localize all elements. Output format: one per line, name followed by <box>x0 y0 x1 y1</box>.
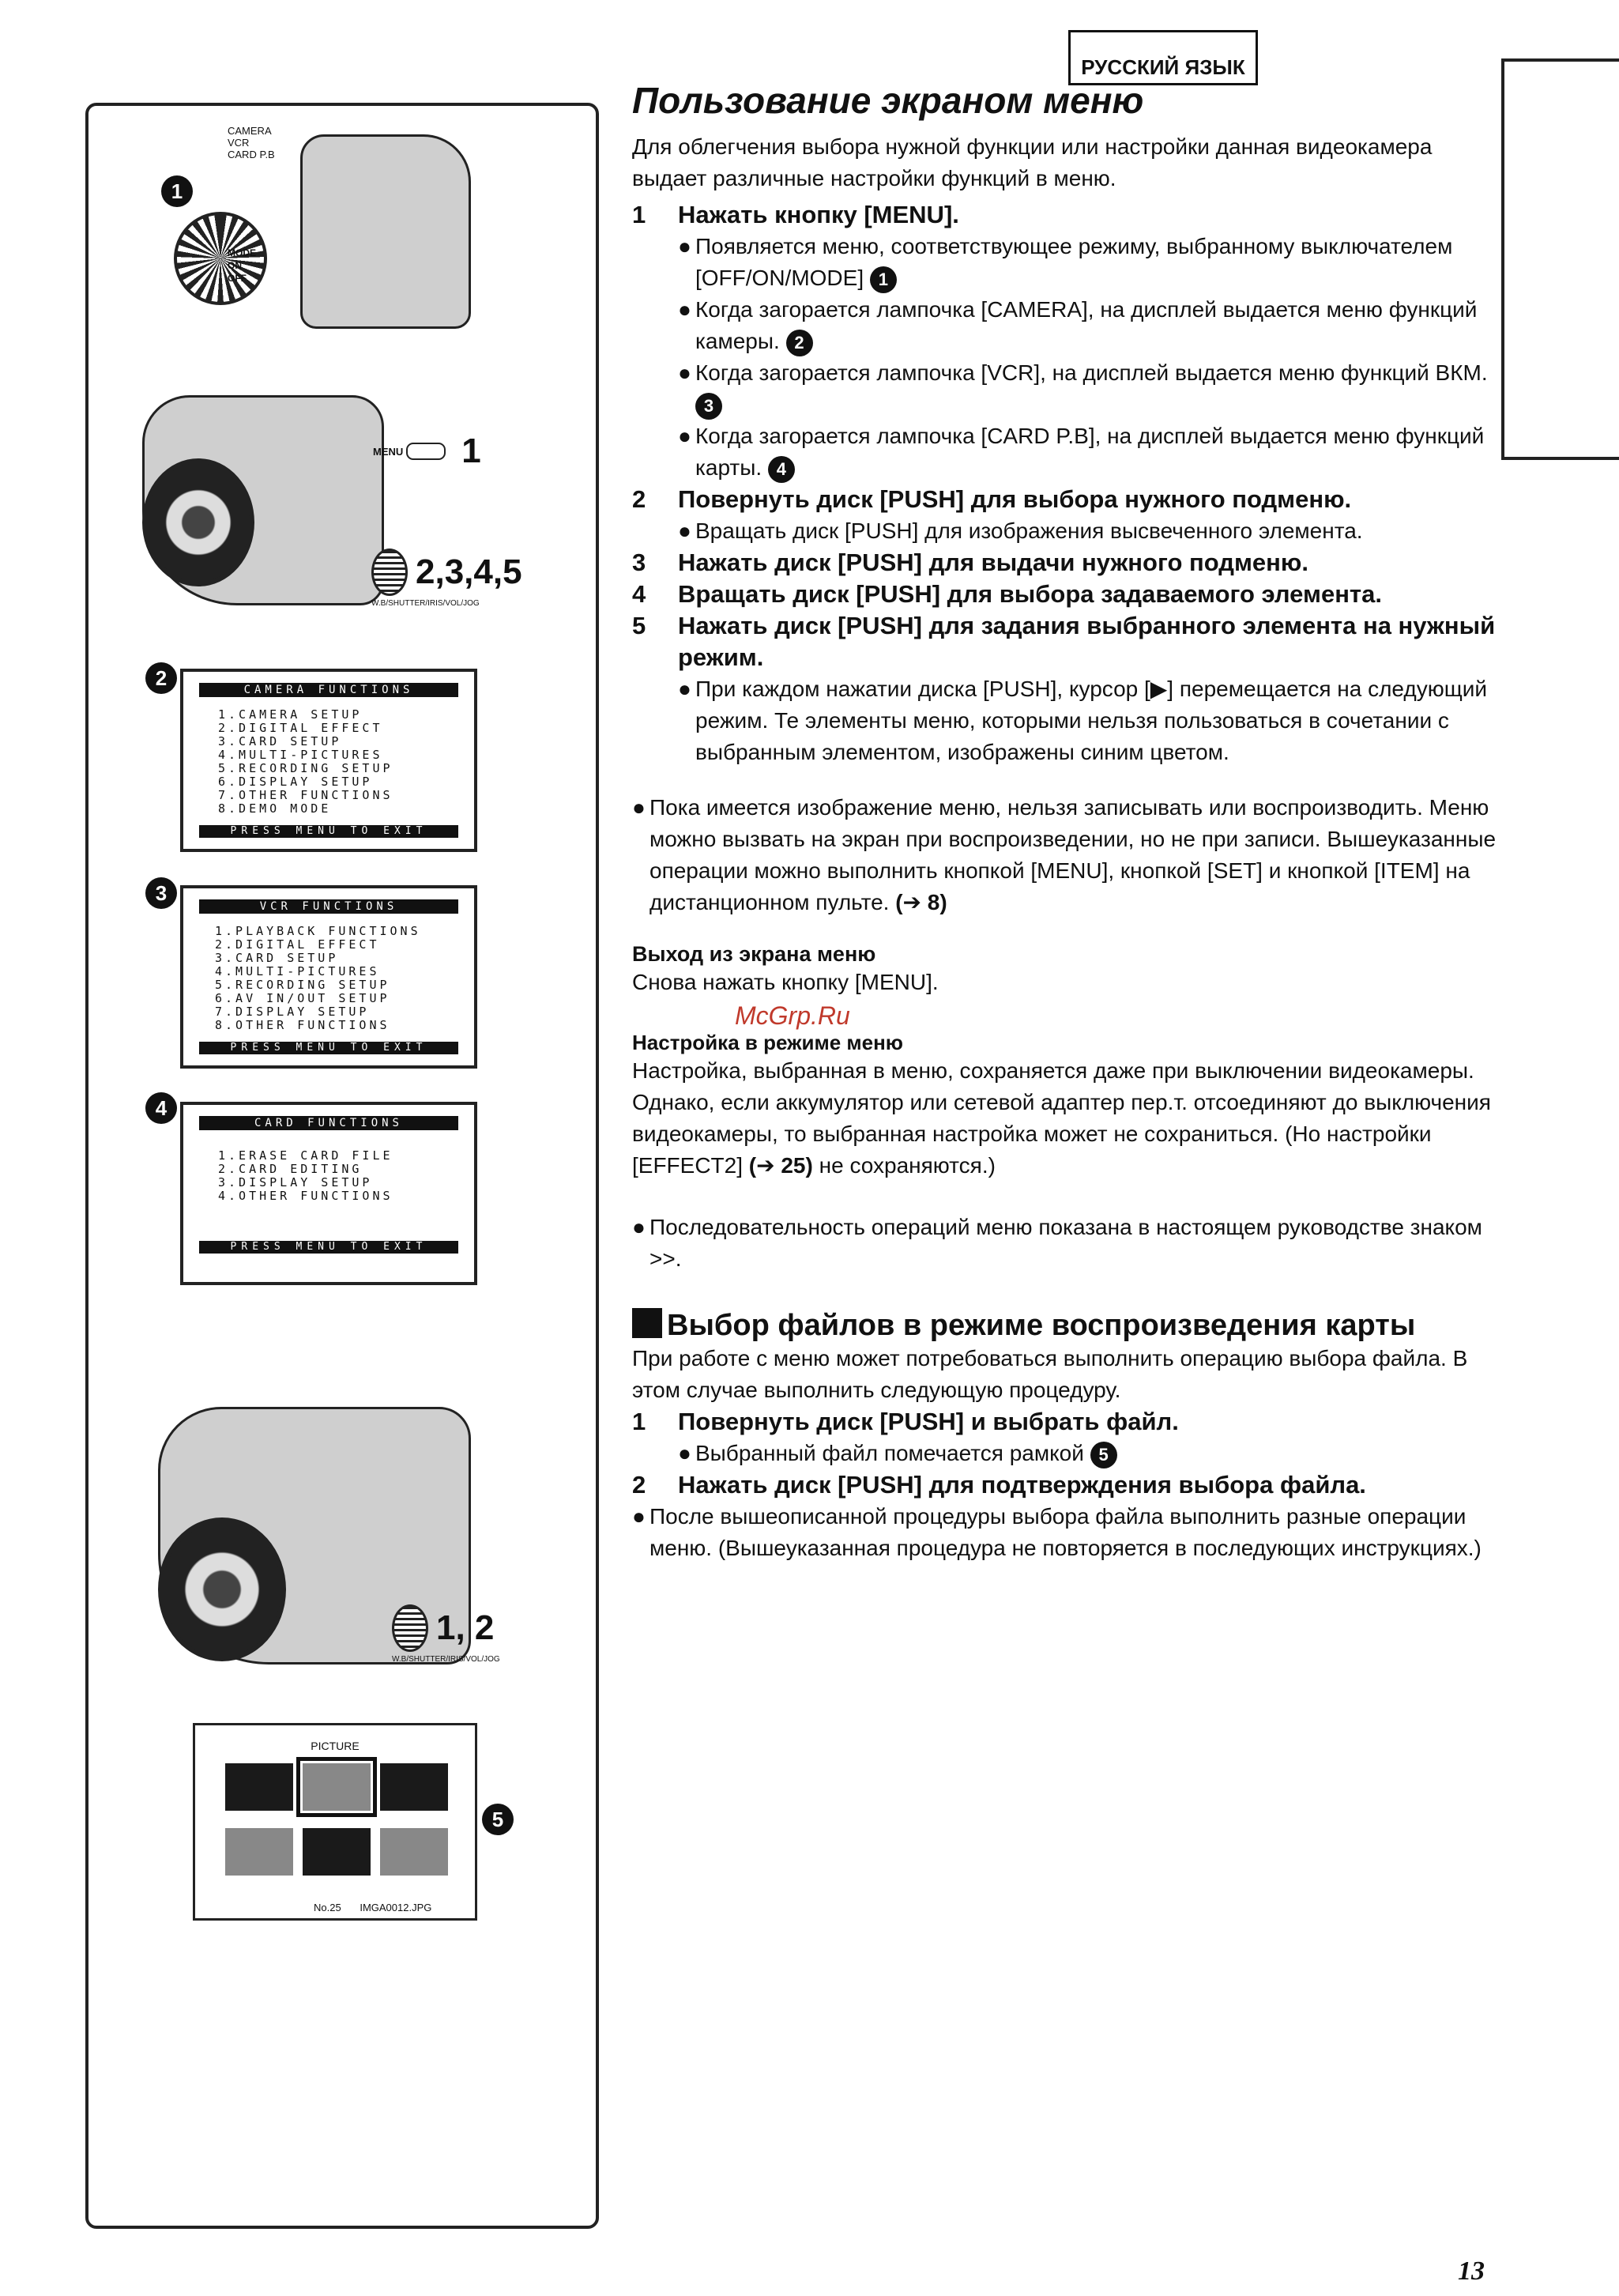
menu-item: 2.DIGITAL EFFECT <box>218 721 383 735</box>
watermark: McGrp.Ru <box>735 1001 850 1030</box>
push-dial-icon <box>392 1604 428 1652</box>
step-1-bullet: ● Когда загорается лампочка [VCR], на дисплей выдается меню функций ВКМ. 3 <box>632 357 1501 420</box>
card-final-note: ● После вышеописанной процедуры выбора файла выполнить разные операции меню. (Вышеуказанная процедура не повторяется в последующих инструкциях.) <box>632 1504 1482 1560</box>
step-1-bullet: ● Появляется меню, соответствующее режиму, выбранному выключателем [OFF/ON/MODE] 1 <box>632 231 1501 294</box>
dial-label-mode: MODE <box>228 247 256 258</box>
marker-3: 3 <box>145 877 177 909</box>
menu-item: 6.AV IN/OUT SETUP <box>215 991 390 1005</box>
push-dial-label: W.B/SHUTTER/IRIS/VOL/JOG <box>392 1655 500 1664</box>
marker-4: 4 <box>145 1092 177 1124</box>
lens-icon <box>142 458 254 586</box>
thumbnail[interactable] <box>225 1763 293 1811</box>
menu-item: 1.PLAYBACK FUNCTIONS <box>215 924 421 938</box>
intro-text: Для облегчения выбора нужной функции или настройки данная видеокамера выдает различные настройки функций в меню. <box>632 134 1433 190</box>
step-5: 5 Нажать диск [PUSH] для задания выбранного элемента на нужный режим. <box>632 612 1496 671</box>
camera-functions-title: CAMERA FUNCTIONS <box>199 683 458 697</box>
section-square-icon <box>632 1308 662 1338</box>
marker-2-ref: 2 <box>786 330 813 356</box>
menu-item: 6.DISPLAY SETUP <box>218 775 373 789</box>
marker-1: 1 <box>161 175 193 207</box>
menu-item: 4.OTHER FUNCTIONS <box>218 1189 393 1203</box>
thumbnail[interactable] <box>380 1763 448 1811</box>
thumbnail[interactable] <box>303 1828 371 1876</box>
menu-item: 3.DISPLAY SETUP <box>218 1175 373 1189</box>
camera-functions-screen <box>180 669 477 852</box>
page-number: 13 <box>1458 2256 1485 2286</box>
menu-item: 7.OTHER FUNCTIONS <box>218 788 393 802</box>
card-step-1: 1 Повернуть диск [PUSH] и выбрать файл. <box>632 1408 1179 1435</box>
step-2-bullet: ● Вращать диск [PUSH] для изображения высвеченного элемента. <box>678 518 1363 543</box>
marker-4-ref: 4 <box>768 456 795 483</box>
card-step-2: 2 Нажать диск [PUSH] для подтверждения выбора файла. <box>632 1471 1366 1499</box>
step-2: 2 Повернуть диск [PUSH] для выбора нужного подменю. <box>632 485 1352 513</box>
step-1: 1 Нажать кнопку [MENU]. <box>632 201 959 228</box>
main-content <box>632 79 1501 1564</box>
language-tag: РУССКИЙ ЯЗЫК <box>1068 30 1258 85</box>
push-step-callout: 2,3,4,5 <box>416 552 522 591</box>
camera-functions-footer: PRESS MENU TO EXIT <box>199 825 458 838</box>
exit-text: Снова нажать кнопку [MENU]. <box>632 970 939 994</box>
step-1-bullet: ● Когда загорается лампочка [CARD P.B], на дисплей выдается меню функций карты. 4 <box>632 420 1501 484</box>
menu-item: 5.RECORDING SETUP <box>218 761 393 775</box>
section-edge-tab <box>1501 58 1619 460</box>
menu-step-callout: 1 <box>461 432 481 470</box>
indicator-camera: CAMERA <box>228 125 272 137</box>
picture-screen-title: PICTURE <box>311 1740 360 1752</box>
page-title: Пользование экраном меню <box>632 80 1144 121</box>
step-3: 3 Нажать диск [PUSH] для выдачи нужного подменю. <box>632 549 1308 576</box>
file-name: IMGA0012.JPG <box>360 1902 432 1913</box>
dial-label-off: OFF <box>228 273 247 284</box>
vcr-functions-footer: PRESS MENU TO EXIT <box>199 1042 458 1054</box>
menu-item: 1.ERASE CARD FILE <box>218 1148 393 1163</box>
marker-5: 5 <box>482 1804 514 1835</box>
menu-item: 2.DIGITAL EFFECT <box>215 937 380 952</box>
vcr-functions-screen <box>180 885 477 1069</box>
menu-button-icon <box>406 443 446 460</box>
sequence-note: ● Последовательность операций меню показана в настоящем руководстве знаком >>. <box>632 1215 1482 1271</box>
menu-item: 7.DISPLAY SETUP <box>215 1005 370 1019</box>
menu-item: 3.CARD SETUP <box>215 951 339 965</box>
menu-item: 8.OTHER FUNCTIONS <box>215 1018 390 1032</box>
push-dial-icon <box>371 549 408 596</box>
push-dial[interactable] <box>371 549 522 596</box>
menu-item: 2.CARD EDITING <box>218 1162 363 1176</box>
card-step-callout: 1, 2 <box>436 1608 495 1647</box>
dial-label-on: ON <box>228 260 242 271</box>
settings-heading: Настройка в режиме меню <box>632 1031 904 1054</box>
file-info <box>314 1902 431 1913</box>
camcorder-top-illustration <box>300 134 471 329</box>
step-1-bullet: ● Когда загорается лампочка [CAMERA], на дисплей выдается меню функций камеры. 2 <box>632 294 1501 357</box>
thumbnail[interactable] <box>380 1828 448 1876</box>
card-functions-list <box>218 1149 393 1203</box>
thumbnail-selected[interactable] <box>303 1763 371 1811</box>
menu-button-label: MENU <box>373 445 404 458</box>
thumbnail[interactable] <box>225 1828 293 1876</box>
marker-3-ref: 3 <box>695 393 722 420</box>
card-step-1-bullet: ● Выбранный файл помечается рамкой 5 <box>632 1438 1501 1469</box>
menu-button[interactable] <box>373 432 481 471</box>
card-functions-footer: PRESS MENU TO EXIT <box>199 1241 458 1254</box>
card-functions-screen <box>180 1102 477 1285</box>
menu-item: 4.MULTI-PICTURES <box>218 748 383 762</box>
picture-screen <box>193 1723 477 1921</box>
indicator-vcr: VCR <box>228 137 250 149</box>
marker-2: 2 <box>145 662 177 694</box>
marker-5-ref: 5 <box>1090 1442 1117 1468</box>
vcr-functions-list <box>215 925 421 1032</box>
lens-icon <box>158 1517 286 1661</box>
card-section-heading: Выбор файлов в режиме воспроизведения карты <box>632 1308 1501 1343</box>
menu-item: 5.RECORDING SETUP <box>215 978 390 992</box>
camera-functions-list <box>218 708 393 816</box>
push-dial-card[interactable] <box>392 1604 494 1652</box>
card-section-intro: При работе с меню может потребоваться выполнить операцию выбора файла. В этом случае выполнить следующую процедуру. <box>632 1346 1468 1402</box>
step-4: 4 Вращать диск [PUSH] для выбора задаваемого элемента. <box>632 580 1382 608</box>
step-5-bullet: ● При каждом нажатии диска [PUSH], курсор [▶] перемещается на следующий режим. Те элементы меню, которыми нельзя пользоваться в сочетании с выбранным элементом, изображены синим цветом. <box>678 677 1488 764</box>
exit-heading: Выход из экрана меню <box>632 942 876 966</box>
dial-labels <box>228 247 256 285</box>
vcr-functions-title: VCR FUNCTIONS <box>199 899 458 914</box>
indicator-card-pb: CARD P.B <box>228 149 275 160</box>
mode-indicators <box>228 125 275 160</box>
menu-item: 4.MULTI-PICTURES <box>215 964 380 978</box>
settings-text: Настройка, выбранная в меню, сохраняется даже при выключении видеокамеры. Однако, если аккумулятор или сетевой адаптер пер.т. отсоединяют до выключения видеокамеры, то выбранная настройка может не сохраниться. (Но настройки [EFFECT2] (➔ 25) не сохраняются.) <box>632 1058 1491 1178</box>
push-dial-label: W.B/SHUTTER/IRIS/VOL/JOG <box>371 599 480 608</box>
steps-list <box>632 199 1501 768</box>
menu-note: ● Пока имеется изображение меню, нельзя записывать или воспроизводить. Меню можно вызвать на экран при воспроизведении, но не при записи. Вышеуказанные операции можно выполнить кнопкой [MENU], кнопкой [SET] и кнопкой [ITEM] на дистанционном пульте. (➔ 8) <box>632 795 1497 914</box>
card-functions-title: CARD FUNCTIONS <box>199 1116 458 1130</box>
menu-item: 3.CARD SETUP <box>218 734 342 748</box>
menu-item: 8.DEMO MODE <box>218 801 332 816</box>
file-number: No.25 <box>314 1902 341 1913</box>
marker-1-ref: 1 <box>870 266 897 293</box>
menu-item: 1.CAMERA SETUP <box>218 707 363 722</box>
